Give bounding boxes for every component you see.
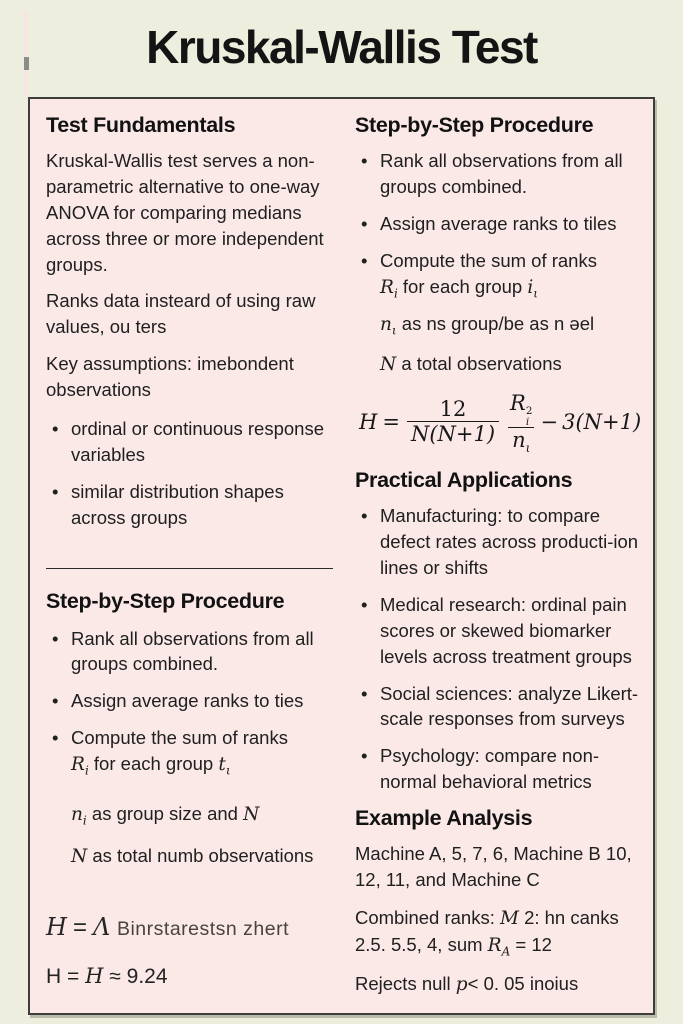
math-var: Λ bbox=[92, 913, 111, 941]
heading-procedure-right: Step-by-Step Procedure bbox=[355, 113, 594, 137]
math-var: N bbox=[243, 804, 260, 826]
fundamentals-bullet-list bbox=[46, 416, 333, 542]
math-var: n bbox=[71, 804, 83, 826]
math-var: M bbox=[499, 907, 519, 929]
example-text: 2.5. 5.5, 4, sum bbox=[355, 933, 483, 955]
fraction-denominator bbox=[508, 427, 534, 456]
math-subscript: i bbox=[393, 286, 398, 301]
math-var: R bbox=[510, 391, 526, 416]
math-var: N bbox=[71, 845, 88, 867]
bullet-item: • similar distribution shapes across groups bbox=[46, 479, 333, 531]
formula-h-value bbox=[46, 964, 333, 989]
procedure-bullet-list-right bbox=[355, 148, 647, 300]
bullet-item: • Psychology: compare non-normal behavioral metrics bbox=[355, 743, 647, 795]
heading-practical-applications: Practical Applications bbox=[355, 468, 573, 493]
note-total-observations-right bbox=[355, 351, 647, 378]
math-subscript: i bbox=[84, 763, 89, 778]
bullet-item: • Medical research: ordinal pain scores or skewed biomarker levels across treatment groups bbox=[355, 592, 647, 670]
math-subscript: ι bbox=[525, 441, 531, 456]
heading-procedure-left: Step-by-Step Procedure bbox=[46, 588, 285, 613]
math-var: i bbox=[527, 276, 534, 298]
math-var: t bbox=[218, 754, 226, 776]
note-text: as group size and bbox=[91, 803, 238, 825]
note-group-size bbox=[46, 801, 333, 828]
content-card bbox=[28, 97, 655, 1015]
math-subscript: ι bbox=[391, 324, 397, 339]
page-title: Kruskal-Wallis Test bbox=[146, 21, 537, 73]
math-subscript: i bbox=[525, 415, 530, 428]
fraction-denominator: N(N+1) bbox=[407, 421, 499, 446]
example-text: 2: hn canks bbox=[524, 906, 619, 928]
paragraph-fundamentals-3: Key assumptions: imebondent observations bbox=[46, 353, 294, 401]
distressed-text: Binrstarestsn zhert bbox=[116, 918, 290, 940]
math-var: N bbox=[380, 354, 397, 376]
note-text: a total observations bbox=[401, 353, 562, 375]
note-group-size-right bbox=[355, 311, 647, 338]
math-var: H bbox=[46, 965, 62, 988]
bullet-text: for each group bbox=[402, 275, 523, 297]
minus-sign: − bbox=[540, 409, 559, 434]
fraction-rank-sum bbox=[506, 391, 536, 456]
bullet-item bbox=[355, 248, 647, 301]
bullet-item: • Rank all observations from all groups combined. bbox=[46, 626, 333, 678]
math-var: H bbox=[359, 409, 378, 434]
kruskal-wallis-formula bbox=[359, 391, 647, 456]
math-var: p bbox=[455, 973, 468, 995]
math-var: R bbox=[71, 754, 85, 776]
heading-test-fundamentals: Test Fundamentals bbox=[46, 113, 236, 137]
approx-sign: ≈ bbox=[109, 965, 121, 988]
example-paragraph-machines: Machine A, 5, 7, 6, Machine B 10, 12, 11, and Machine C bbox=[355, 843, 632, 891]
math-var: H bbox=[46, 913, 67, 941]
bullet-item: • Assign average ranks to ties bbox=[46, 688, 333, 714]
paragraph-fundamentals-1: Kruskal-Wallis test serves a non-parametric alternative to one-way ANOVA for comparing medians across three or more independent groups. bbox=[46, 150, 324, 275]
formula-tail: 3(N+1) bbox=[562, 409, 642, 434]
bullet-item: • Social sciences: analyze Likert-scale responses from surveys bbox=[355, 681, 647, 733]
math-var: H bbox=[85, 964, 104, 988]
example-text: < 0. 05 inoius bbox=[467, 972, 579, 994]
example-text: Combined ranks: bbox=[355, 906, 495, 928]
note-text: as total numb observations bbox=[92, 844, 314, 866]
bullet-text: Compute the sum of ranks bbox=[71, 727, 288, 749]
h-statistic-value: 9.24 bbox=[126, 965, 168, 988]
fraction-12-over-nn1 bbox=[407, 397, 499, 446]
equals-sign: = bbox=[382, 409, 400, 434]
bullet-item: • ordinal or continuous response variables bbox=[46, 416, 333, 468]
heading-example-analysis: Example Analysis bbox=[355, 806, 533, 831]
math-var: R bbox=[380, 276, 394, 298]
math-superscript: 2 bbox=[525, 405, 533, 418]
right-column bbox=[355, 113, 647, 1001]
math-subscript: ι bbox=[533, 286, 539, 301]
equals-sign: = bbox=[67, 965, 80, 988]
math-subscript: ι bbox=[225, 763, 231, 778]
procedure-bullet-list-left bbox=[46, 626, 333, 789]
equals-sign: = bbox=[72, 914, 87, 941]
math-var: n bbox=[512, 428, 526, 453]
example-paragraph-ranks bbox=[355, 905, 647, 959]
applications-bullet-list bbox=[355, 503, 647, 795]
note-total-observations bbox=[46, 843, 333, 870]
super-subscript bbox=[526, 406, 533, 427]
fraction-numerator bbox=[506, 391, 536, 427]
bullet-item bbox=[46, 725, 333, 778]
math-subscript: i bbox=[82, 813, 87, 828]
bullet-item: • Assign average ranks to tiles bbox=[355, 211, 647, 237]
rank-sum-value: 12 bbox=[531, 933, 552, 955]
math-subscript: A bbox=[501, 944, 511, 959]
note-text: as ns group/be as n ǝel bbox=[401, 313, 595, 335]
paragraph-fundamentals-2: Ranks data insteard of using raw values, ou ters bbox=[46, 290, 316, 338]
math-var: n bbox=[380, 314, 392, 336]
bullet-text: for each group bbox=[93, 753, 214, 775]
example-text: Rejects null bbox=[355, 972, 451, 994]
formula-distressed bbox=[46, 913, 333, 942]
section-divider bbox=[46, 568, 333, 569]
bullet-item: • Rank all observations from all groups combined. bbox=[355, 148, 647, 200]
bullet-text: Compute the sum of ranks bbox=[380, 249, 597, 271]
fraction-numerator: 12 bbox=[439, 397, 467, 422]
math-var: R bbox=[487, 934, 502, 956]
left-column bbox=[46, 113, 333, 1001]
example-paragraph-conclusion bbox=[355, 971, 647, 998]
equals-sign: = bbox=[515, 933, 527, 955]
bullet-item: • Manufacturing: to compare defect rates across producti-ion lines or shifts bbox=[355, 503, 647, 581]
